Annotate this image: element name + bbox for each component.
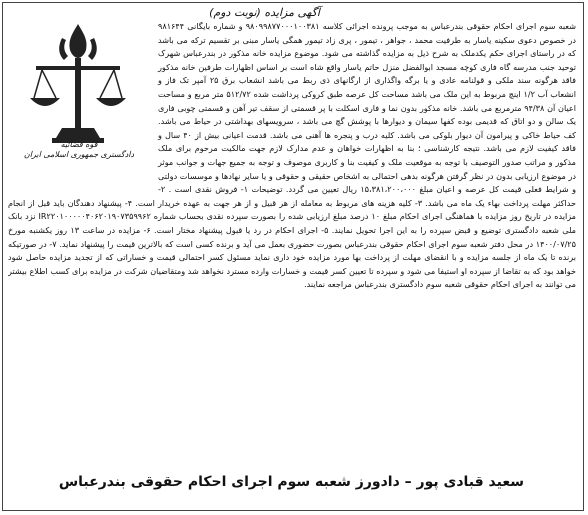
signature-line: سعید قبادی پور – دادورز شعبه سوم اجرای احکام حقوقی بندرعباس xyxy=(58,474,524,490)
notice-heading: آگهی مزایده (نوبت دوم) xyxy=(209,6,320,19)
emblem-space xyxy=(8,20,158,186)
notice-body xyxy=(8,20,576,466)
emblem-caption-line2: دادگستری جمهوری اسلامی ایران xyxy=(23,150,135,159)
notice-body-text: شعبه سوم اجرای احکام حقوقی بندرعباس به موجب پرونده اجرائی کلاسه ۹۸۰۹۹۸۷۷۰۰۰۱۰۰۳۸۱ و شماره بایگانی ۹۸۱۶۴۴ در خصوص دعوی سکینه یاسار به طرفیت محمد ، جواهر ، تیمور ، پری زاد تیمور همگی یاسار مبنی بر تقسیم ترکه می باشد که در راستای اجرای حکم یکدملک به شرح ذیل به مزایده گذاشته می شود. موضوع مزایده خانه مذکور در بندرعباس شهرک توحید جنب مدرسه گاه فاری کوچه مسجد ابوالفضل منزل حاتم یاسار واقع شاه است بر اساس اظهارات طرفین خانه مذکور فاقد هرگونه سند ملکی و قولنامه عادی و یا برگه واگذاری از ارگانهای ذی ربط می باشد انشعاب برق ۲۵ آمپر تک فاز و انشعاب آب ۱/۲ اینچ مربوط به این ملک می باشد مساحت کل عرصه طبق کروکی پرداشت شده ۵۱۲/۷۲ متر مربع و مساحت اعیان آن ۹۴/۳۸ مترمربع می باشد. خانه مذکور بدون نما و فاری اسکلت با پر قسمتی از سقف تیر آهن و قسمتی چوبی فاری یک سالن و دو اتاق که قدیمی بوده کفها سیمان و دیوارها با پوشش گچ می باشد ، سرویسهای بهداشتی در حیاط می باشد. کف حیاط خاکی و پیرامون آن دیوار بلوکی می باشد. کلیه درب و پنجره ها آهنی می باشد. قدمت اعیانی بیش از ۴۰ سال و فاقد کیفیت لازم می باشد. نتیجه کارشناسی ؛ بنا به اظهارات خواهان و عدم مدارک لازم جهت مالکیت مرحوم برای ملک مذکور و مراتب صدور التوصیف با توجه به موقعیت ملک و کیفیت بنا و کاربری موصوف و توجه به جمیع جهات و جوانب موثر در موضوع ارزیابی بدون در نظر گرفتن هرگونه بدهی احتمالی به اشخاص حقیقی و حقوقی و یا سایر نهادها و موسسات دولتی و شرایط فعلی قیمت کل عرصه و اعیان مبلغ ۱۵،۳۸۱،۲۰۰،۰۰۰ ریال تعیین می گردد. توضیحات ۱- فروش نقدی است . ۲- حداکثر مهلت پرداخت بهاء یک ماه می باشد. ۳- کلیه هزینه های مربوط به معامله از هر قبیل و از هر جهت به عهده خریدار است. ۴- پیشنهاد دهندگان باید قبل از انجام مزایده در تاریخ روز مزایده با هماهنگی اجرای احکام مبلغ ۱۰ درصد مبلغ ارزیابی شده را بصورت سپرده نقدی بحساب شماره IR۲۲۰۱۰۰۰۰۰۴۰۶۲۰۱۹۰۷۳۵۹۹۶۲ نزد بانک ملی شعبه دادگستری توضیع و قبض سپرده را به این اجرا تحویل نمایند. ۵- اجرای احکام در رد یا قبول پیشنهاد مختار است. ۶- مزایده در ساعت ۱۳ روز یکشنبه مورخ ۱۴۰۰/۰۷/۲۵ در محل دفتر شعبه سوم اجرای احکام حقوقی بندرعباس بصورت حضوری بعمل می آید و برنده کسی است که بالاترین قیمت را پیشنهاد نماید. ۷- در صورتیکه برنده تا یک ماه از جلسه مزایده و با انقضای مهلت از پرداخت بها مورد مزایده خود داری نماید مسئول کسر احتمالی قیمت و خساراتی که از تجدید مزایده حاصل شود خواهد بود که به تقاضا از سپرده او استیفا می شود و سپرده تا تعیین کسر قیمت و خسارات وارده مسترد نخواهد شد ومتقاضیان شرکت در مزایده برای کسب اطلاع بیشتر می توانند به اجرای احکام حقوقی شعبه سوم دادگستری بندرعباس مراجعه نمایند. xyxy=(8,21,576,290)
emblem-caption-line1: قوه قضائیه xyxy=(60,140,98,149)
